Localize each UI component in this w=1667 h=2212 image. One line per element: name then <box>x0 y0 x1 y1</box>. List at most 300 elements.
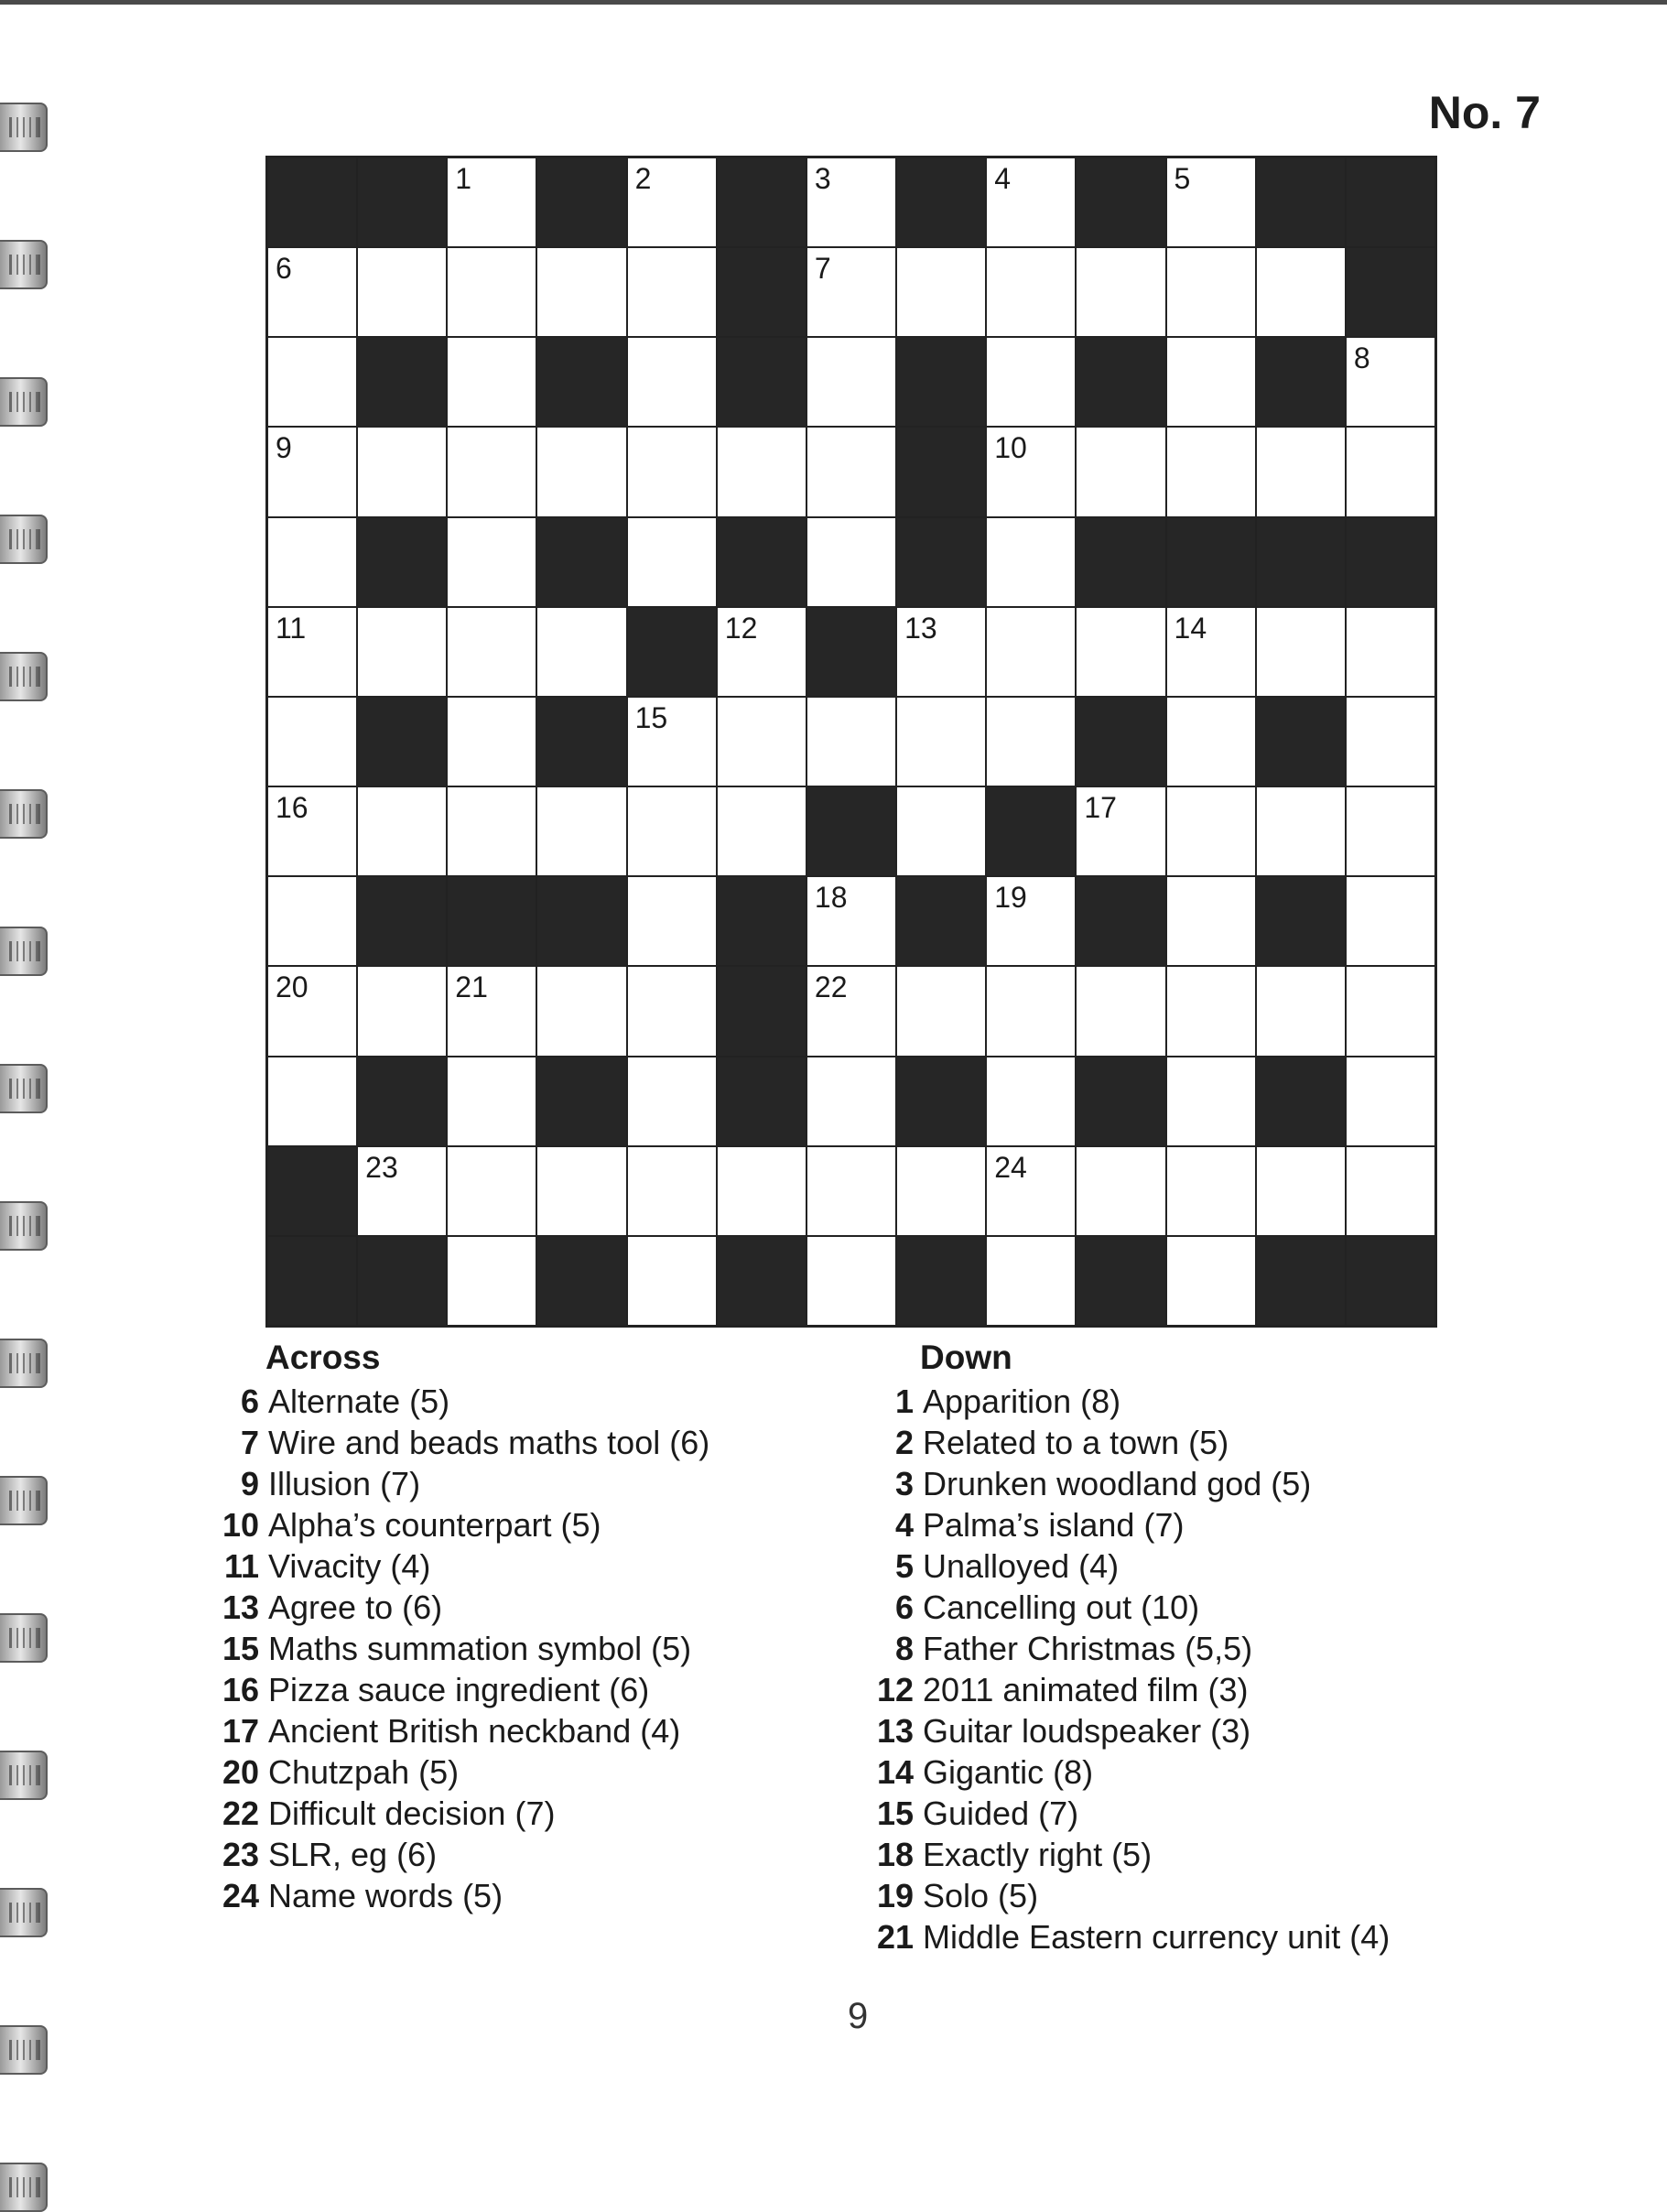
grid-cell[interactable] <box>1347 1147 1434 1235</box>
grid-cell[interactable] <box>1257 967 1345 1055</box>
grid-cell[interactable] <box>268 248 356 336</box>
clue-text: Exactly right (5) <box>923 1836 1153 1873</box>
grid-cell-block <box>537 338 625 426</box>
grid-cell[interactable] <box>1347 698 1434 786</box>
clue-text: Pizza sauce ingredient (6) <box>268 1671 650 1708</box>
page-number: 9 <box>848 1996 869 2036</box>
across-clue <box>215 1463 709 1504</box>
clue-number: 22 <box>222 1795 259 1832</box>
clue-number: 20 <box>222 1753 259 1791</box>
clue-number: 8 <box>894 1630 914 1667</box>
grid-cell[interactable] <box>1077 967 1164 1055</box>
down-clue <box>870 1463 1390 1504</box>
across-clue-list <box>215 1381 709 1916</box>
clue-text: Guided (7) <box>923 1795 1079 1832</box>
clue-number: 15 <box>876 1795 914 1832</box>
grid-cell[interactable] <box>1167 608 1255 696</box>
grid-cell[interactable] <box>537 1147 625 1235</box>
grid-cell[interactable] <box>1347 967 1434 1055</box>
grid-cell[interactable] <box>628 1237 716 1325</box>
clue-text: Middle Eastern currency unit (4) <box>923 1918 1391 1956</box>
grid-cell[interactable] <box>448 1057 536 1145</box>
grid-cell[interactable] <box>718 787 806 875</box>
grid-cell-block <box>268 1237 356 1325</box>
down-clues <box>870 1339 1390 1957</box>
grid-cell[interactable] <box>897 608 985 696</box>
clue-number: 13 <box>876 1712 914 1750</box>
clue-number: 6 <box>240 1382 259 1420</box>
grid-cell[interactable] <box>1257 787 1345 875</box>
clue-text: Palma’s island (7) <box>923 1506 1185 1544</box>
grid-cell[interactable] <box>628 518 716 606</box>
across-clue <box>215 1545 709 1587</box>
grid-cell[interactable] <box>358 787 446 875</box>
down-clue <box>870 1875 1390 1916</box>
grid-cell[interactable] <box>628 1057 716 1145</box>
clue-number: 14 <box>876 1753 914 1791</box>
grid-cell[interactable] <box>987 338 1075 426</box>
grid-cell[interactable] <box>1347 1057 1434 1145</box>
clue-number: 21 <box>455 970 488 1004</box>
grid-cell-block <box>358 1057 446 1145</box>
grid-cell[interactable] <box>1167 428 1255 515</box>
grid-cell-block <box>1257 877 1345 965</box>
grid-cell[interactable] <box>628 698 716 786</box>
clue-number: 6 <box>276 252 292 286</box>
grid-cell[interactable] <box>1167 967 1255 1055</box>
grid-cell-block <box>1347 248 1434 336</box>
grid-cell-block <box>358 698 446 786</box>
grid-cell-block <box>358 877 446 965</box>
grid-cell[interactable] <box>268 1057 356 1145</box>
grid-cell[interactable] <box>1347 428 1434 515</box>
grid-cell[interactable] <box>897 1147 985 1235</box>
across-clue <box>215 1793 709 1834</box>
spiral-binding <box>0 0 55 2120</box>
grid-cell-block <box>1077 518 1164 606</box>
grid-cell[interactable] <box>1347 877 1434 965</box>
clue-number: 6 <box>894 1589 914 1626</box>
grid-cell-block <box>358 518 446 606</box>
grid-cell[interactable] <box>807 877 895 965</box>
grid-cell-block <box>1257 158 1345 246</box>
binding-ring <box>0 789 48 839</box>
grid-cell[interactable] <box>987 1147 1075 1235</box>
grid-cell[interactable] <box>718 428 806 515</box>
grid-cell[interactable] <box>537 248 625 336</box>
grid-cell[interactable] <box>628 1147 716 1235</box>
clue-number: 15 <box>634 700 668 734</box>
grid-cell[interactable] <box>448 1147 536 1235</box>
grid-cell-block <box>448 877 536 965</box>
grid-cell-block <box>718 1237 806 1325</box>
binding-ring <box>0 927 48 976</box>
grid-cell[interactable] <box>987 877 1075 965</box>
grid-cell[interactable] <box>807 1237 895 1325</box>
clue-number: 9 <box>276 431 292 465</box>
grid-cell[interactable] <box>987 1057 1075 1145</box>
down-clue <box>870 1751 1390 1793</box>
binding-ring <box>0 2025 48 2075</box>
grid-cell-block <box>1077 1237 1164 1325</box>
down-clue <box>870 1545 1390 1587</box>
across-clue <box>215 1875 709 1916</box>
grid-cell-block <box>718 877 806 965</box>
clue-number: 1 <box>455 162 472 195</box>
grid-cell-block <box>807 608 895 696</box>
grid-cell[interactable] <box>537 787 625 875</box>
grid-cell[interactable] <box>448 338 536 426</box>
grid-cell[interactable] <box>628 158 716 246</box>
grid-cell[interactable] <box>1347 338 1434 426</box>
down-clue-list <box>870 1381 1390 1957</box>
clue-number: 14 <box>1174 611 1207 645</box>
grid-cell[interactable] <box>1077 1147 1164 1235</box>
grid-cell[interactable] <box>897 698 985 786</box>
grid-cell-block <box>897 338 985 426</box>
grid-cell[interactable] <box>448 518 536 606</box>
clue-number: 10 <box>994 431 1027 465</box>
across-clue <box>215 1628 709 1669</box>
down-clue <box>870 1710 1390 1751</box>
clue-number: 5 <box>894 1547 914 1585</box>
down-clue <box>870 1669 1390 1710</box>
across-clue <box>215 1381 709 1422</box>
grid-cell-block <box>1347 1237 1434 1325</box>
clue-text: SLR, eg (6) <box>268 1836 438 1873</box>
grid-cell[interactable] <box>897 967 985 1055</box>
clue-text: Drunken woodland god (5) <box>923 1465 1312 1502</box>
grid-cell-block <box>628 608 716 696</box>
grid-cell[interactable] <box>807 338 895 426</box>
grid-cell[interactable] <box>448 158 536 246</box>
across-clue <box>215 1422 709 1463</box>
grid-cell[interactable] <box>1077 608 1164 696</box>
across-heading: Across <box>265 1339 381 1376</box>
grid-cell[interactable] <box>628 338 716 426</box>
down-clue <box>870 1422 1390 1463</box>
clue-text: Difficult decision (7) <box>268 1795 556 1832</box>
clue-text: Illusion (7) <box>268 1465 421 1502</box>
grid-cell[interactable] <box>268 967 356 1055</box>
across-clue <box>215 1587 709 1628</box>
grid-cell[interactable] <box>628 967 716 1055</box>
grid-cell[interactable] <box>1347 608 1434 696</box>
grid-cell[interactable] <box>987 967 1075 1055</box>
across-clue <box>215 1751 709 1793</box>
grid-cell-block <box>718 1057 806 1145</box>
grid-cell[interactable] <box>268 428 356 515</box>
clue-text: Guitar loudspeaker (3) <box>923 1712 1251 1750</box>
grid-cell[interactable] <box>448 698 536 786</box>
clue-number: 19 <box>994 881 1027 915</box>
grid-cell[interactable] <box>1257 1147 1345 1235</box>
clue-number: 17 <box>1084 791 1117 825</box>
grid-cell[interactable] <box>628 877 716 965</box>
grid-cell[interactable] <box>268 787 356 875</box>
grid-cell-block <box>268 1147 356 1235</box>
grid-cell-block <box>1077 158 1164 246</box>
clue-number: 12 <box>724 611 758 645</box>
clue-text: Alpha’s counterpart (5) <box>268 1506 601 1544</box>
grid-cell[interactable] <box>1167 787 1255 875</box>
grid-cell-block <box>897 158 985 246</box>
down-clue <box>870 1504 1390 1545</box>
grid-cell[interactable] <box>537 967 625 1055</box>
clue-number: 16 <box>276 791 309 825</box>
grid-cell[interactable] <box>987 248 1075 336</box>
grid-cell[interactable] <box>987 158 1075 246</box>
across-clue <box>215 1669 709 1710</box>
grid-cell-block <box>897 1057 985 1145</box>
grid-cell[interactable] <box>1167 1237 1255 1325</box>
grid-cell[interactable] <box>1257 428 1345 515</box>
grid-cell[interactable] <box>628 248 716 336</box>
grid-cell-block <box>1257 1237 1345 1325</box>
clue-number: 20 <box>276 970 309 1004</box>
grid-cell[interactable] <box>448 967 536 1055</box>
binding-ring <box>0 103 48 152</box>
grid-cell-block <box>537 158 625 246</box>
grid-cell[interactable] <box>897 787 985 875</box>
clue-text: Alternate (5) <box>268 1382 450 1420</box>
grid-cell-block <box>1347 158 1434 246</box>
clue-number: 18 <box>876 1836 914 1873</box>
clue-number: 12 <box>876 1671 914 1708</box>
grid-cell-block <box>358 158 446 246</box>
grid-cell[interactable] <box>448 1237 536 1325</box>
binding-ring <box>0 1751 48 1800</box>
grid-cell[interactable] <box>448 248 536 336</box>
clue-number: 10 <box>222 1506 259 1544</box>
clue-text: Name words (5) <box>268 1877 503 1914</box>
binding-ring <box>0 1339 48 1388</box>
clue-number: 3 <box>814 162 831 195</box>
grid-cell-block <box>1167 518 1255 606</box>
grid-cell-block <box>1257 338 1345 426</box>
grid-cell[interactable] <box>807 698 895 786</box>
grid-cell-block <box>718 338 806 426</box>
grid-cell[interactable] <box>1347 787 1434 875</box>
clue-number: 15 <box>222 1630 259 1667</box>
clue-number: 7 <box>814 252 831 286</box>
binding-ring <box>0 240 48 289</box>
clue-text: Ancient British neckband (4) <box>268 1712 681 1750</box>
grid-cell-block <box>718 248 806 336</box>
grid-cell-block <box>897 1237 985 1325</box>
clue-text: Unalloyed (4) <box>923 1547 1120 1585</box>
clue-text: Wire and beads maths tool (6) <box>268 1424 710 1461</box>
grid-cell[interactable] <box>268 338 356 426</box>
clue-text: Father Christmas (5,5) <box>923 1630 1253 1667</box>
clue-number: 19 <box>876 1877 914 1914</box>
down-heading: Down <box>920 1339 1012 1376</box>
clue-text: Apparition (8) <box>923 1382 1121 1420</box>
grid-cell-block <box>807 787 895 875</box>
grid-cell[interactable] <box>448 608 536 696</box>
grid-cell-block <box>358 1237 446 1325</box>
grid-cell-block <box>718 518 806 606</box>
grid-cell[interactable] <box>718 608 806 696</box>
across-clue <box>215 1834 709 1875</box>
grid-cell[interactable] <box>1077 248 1164 336</box>
clue-text: Vivacity (4) <box>268 1547 431 1585</box>
grid-cell[interactable] <box>1257 608 1345 696</box>
grid-cell[interactable] <box>807 518 895 606</box>
clue-number: 16 <box>222 1671 259 1708</box>
binding-ring <box>0 515 48 564</box>
binding-ring <box>0 652 48 701</box>
grid-cell-block <box>537 518 625 606</box>
grid-cell-block <box>897 877 985 965</box>
grid-cell[interactable] <box>987 1237 1075 1325</box>
grid-cell[interactable] <box>807 1147 895 1235</box>
clue-number: 7 <box>240 1424 259 1461</box>
clue-number: 18 <box>814 881 848 915</box>
grid-cell[interactable] <box>537 608 625 696</box>
across-clues <box>215 1339 709 1916</box>
clue-text: Solo (5) <box>923 1877 1039 1914</box>
grid-cell[interactable] <box>1167 877 1255 965</box>
grid-cell[interactable] <box>268 877 356 965</box>
grid-cell[interactable] <box>1257 248 1345 336</box>
binding-ring <box>0 377 48 427</box>
grid-cell[interactable] <box>358 608 446 696</box>
grid-cell[interactable] <box>1077 428 1164 515</box>
binding-ring <box>0 2163 48 2212</box>
clue-text: Chutzpah (5) <box>268 1753 460 1791</box>
binding-ring <box>0 1888 48 1937</box>
grid-cell[interactable] <box>628 787 716 875</box>
clue-number: 17 <box>222 1712 259 1750</box>
down-clue <box>870 1628 1390 1669</box>
grid-cell[interactable] <box>807 967 895 1055</box>
grid-cell[interactable] <box>1167 338 1255 426</box>
grid-cell[interactable] <box>1167 1057 1255 1145</box>
clue-number: 22 <box>814 970 848 1004</box>
grid-cell[interactable] <box>1167 698 1255 786</box>
grid-cell-block <box>537 1057 625 1145</box>
grid-cell[interactable] <box>268 518 356 606</box>
grid-cell-block <box>1077 338 1164 426</box>
grid-cell[interactable] <box>358 1147 446 1235</box>
binding-ring <box>0 1476 48 1525</box>
grid-cell[interactable] <box>987 608 1075 696</box>
binding-ring <box>0 1201 48 1251</box>
clue-number: 9 <box>240 1465 259 1502</box>
clue-number: 24 <box>222 1877 259 1914</box>
grid-cell[interactable] <box>358 248 446 336</box>
grid-cell-block <box>537 698 625 786</box>
clue-text: Agree to (6) <box>268 1589 443 1626</box>
clue-number: 5 <box>1174 162 1191 195</box>
grid-cell[interactable] <box>807 428 895 515</box>
crossword-grid <box>265 156 1437 1328</box>
grid-cell[interactable] <box>1167 248 1255 336</box>
clue-text: 2011 animated film (3) <box>923 1671 1249 1708</box>
grid-cell[interactable] <box>807 158 895 246</box>
clue-number: 23 <box>365 1150 398 1184</box>
grid-cell-block <box>1257 698 1345 786</box>
grid-cell-block <box>897 518 985 606</box>
grid-cell-block <box>1077 877 1164 965</box>
grid-cell[interactable] <box>358 967 446 1055</box>
clue-number: 4 <box>994 162 1012 195</box>
down-clue <box>870 1793 1390 1834</box>
grid-cell[interactable] <box>1167 1147 1255 1235</box>
clue-number: 2 <box>894 1424 914 1461</box>
grid-cell-block <box>987 787 1075 875</box>
clue-number: 13 <box>904 611 937 645</box>
grid-cell-block <box>718 967 806 1055</box>
down-clue <box>870 1834 1390 1875</box>
clue-text: Gigantic (8) <box>923 1753 1094 1791</box>
grid-cell[interactable] <box>718 698 806 786</box>
page-top-edge <box>0 0 1667 5</box>
clue-number: 4 <box>894 1506 914 1544</box>
grid-cell[interactable] <box>448 787 536 875</box>
grid-cell[interactable] <box>987 428 1075 515</box>
grid-cell[interactable] <box>358 428 446 515</box>
grid-cell-block <box>1077 1057 1164 1145</box>
clue-number: 23 <box>222 1836 259 1873</box>
grid-cell[interactable] <box>987 518 1075 606</box>
binding-ring <box>0 1064 48 1113</box>
grid-cell[interactable] <box>718 1147 806 1235</box>
grid-cell[interactable] <box>1077 787 1164 875</box>
grid-cell-block <box>358 338 446 426</box>
grid-cell-block <box>1257 1057 1345 1145</box>
down-clue <box>870 1587 1390 1628</box>
grid-cell[interactable] <box>987 698 1075 786</box>
binding-ring <box>0 1613 48 1663</box>
clue-number: 24 <box>994 1150 1027 1184</box>
grid-cell-block <box>537 877 625 965</box>
clue-number: 8 <box>1353 342 1370 375</box>
clue-number: 11 <box>223 1547 259 1585</box>
grid-cell-block <box>537 1237 625 1325</box>
grid-cell[interactable] <box>628 428 716 515</box>
clue-number: 13 <box>222 1589 259 1626</box>
grid-cell[interactable] <box>448 428 536 515</box>
down-clue <box>870 1916 1390 1957</box>
clue-number: 3 <box>894 1465 914 1502</box>
clue-text: Maths summation symbol (5) <box>268 1630 692 1667</box>
clue-number: 1 <box>894 1382 914 1420</box>
down-clue <box>870 1381 1390 1422</box>
grid-cell[interactable] <box>268 608 356 696</box>
grid-cell-block <box>718 158 806 246</box>
grid-cell-block <box>1077 698 1164 786</box>
grid-cell[interactable] <box>807 248 895 336</box>
grid-cell[interactable] <box>268 698 356 786</box>
clue-number: 2 <box>634 162 652 195</box>
grid-cell-block <box>1347 518 1434 606</box>
puzzle-number: No. 7 <box>1428 87 1541 138</box>
grid-cell-block <box>1257 518 1345 606</box>
across-clue <box>215 1504 709 1545</box>
clue-number: 21 <box>876 1918 914 1956</box>
clue-text: Related to a town (5) <box>923 1424 1229 1461</box>
grid-cell-block <box>268 158 356 246</box>
across-clue <box>215 1710 709 1751</box>
grid-cell[interactable] <box>897 248 985 336</box>
grid-cell[interactable] <box>537 428 625 515</box>
grid-cell[interactable] <box>807 1057 895 1145</box>
grid-cell[interactable] <box>1167 158 1255 246</box>
clue-number: 11 <box>276 611 307 645</box>
grid-cell-block <box>897 428 985 515</box>
